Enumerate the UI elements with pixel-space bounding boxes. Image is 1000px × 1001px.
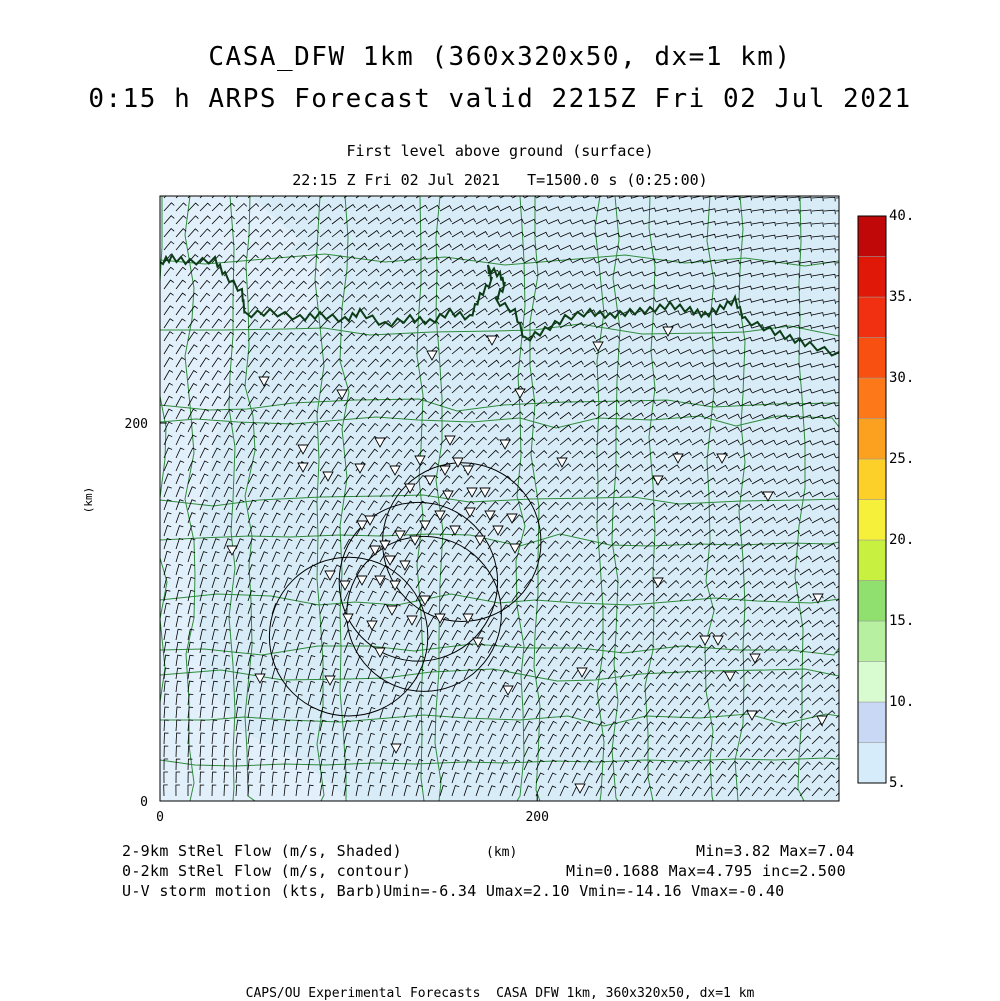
colorbar-label: 40.	[889, 208, 915, 224]
footer-shaded-label: 2-9km StRel Flow (m/s, Shaded)	[122, 842, 402, 860]
y-axis-label: (km)	[82, 486, 95, 514]
colorbar-label: 5.	[889, 775, 906, 791]
colorbar-segment	[858, 540, 886, 581]
colorbar-segment	[858, 338, 886, 379]
x-tick-label: 200	[525, 810, 549, 825]
x-axis-label: (km)	[486, 845, 518, 860]
footer-shaded-minmax: Min=3.82 Max=7.04	[696, 842, 855, 860]
subtitle-time: 22:15 Z Fri 02 Jul 2021 T=1500.0 s (0:25:00)	[292, 171, 708, 189]
y-tick-label: 0	[140, 795, 148, 810]
colorbar-label: 10.	[889, 694, 915, 710]
colorbar-segment	[858, 621, 886, 662]
footer-storm-motion: U-V storm motion (kts, Barb)Umin=-6.34 Umax=2.10 Vmin=-14.16 Vmax=-0.40	[122, 882, 785, 900]
colorbar-label: 20.	[889, 532, 915, 548]
colorbar-label: 30.	[889, 370, 915, 386]
colorbar-label: 35.	[889, 289, 915, 305]
colorbar-segment	[858, 378, 886, 419]
colorbar-label: 25.	[889, 451, 915, 467]
colorbar-label: 15.	[889, 613, 915, 629]
colorbar-segment	[858, 743, 886, 784]
title-line-2: 0:15 h ARPS Forecast valid 2215Z Fri 02 Jul 2021	[88, 84, 912, 114]
colorbar-segment	[858, 459, 886, 500]
colorbar-segment	[858, 257, 886, 298]
footer-contour-label: 0-2km StRel Flow (m/s, contour)	[122, 862, 412, 880]
colorbar-segment	[858, 702, 886, 743]
x-tick-label: 0	[156, 810, 164, 825]
colorbar-segment	[858, 216, 886, 257]
title-line-1: CASA_DFW 1km (360x320x50, dx=1 km)	[208, 42, 792, 72]
colorbar-segment	[858, 581, 886, 622]
y-tick-label: 200	[124, 417, 148, 432]
colorbar-segment	[858, 419, 886, 460]
subtitle-level: First level above ground (surface)	[346, 142, 654, 160]
footer-credit: CAPS/OU Experimental Forecasts CASA DFW 1km, 360x320x50, dx=1 km	[245, 986, 755, 1001]
colorbar-segment	[858, 297, 886, 338]
colorbar-segment	[858, 500, 886, 541]
colorbar-segment	[858, 662, 886, 703]
colorbar	[858, 208, 914, 791]
footer-contour-minmax: Min=0.1688 Max=4.795 inc=2.500	[566, 862, 846, 880]
